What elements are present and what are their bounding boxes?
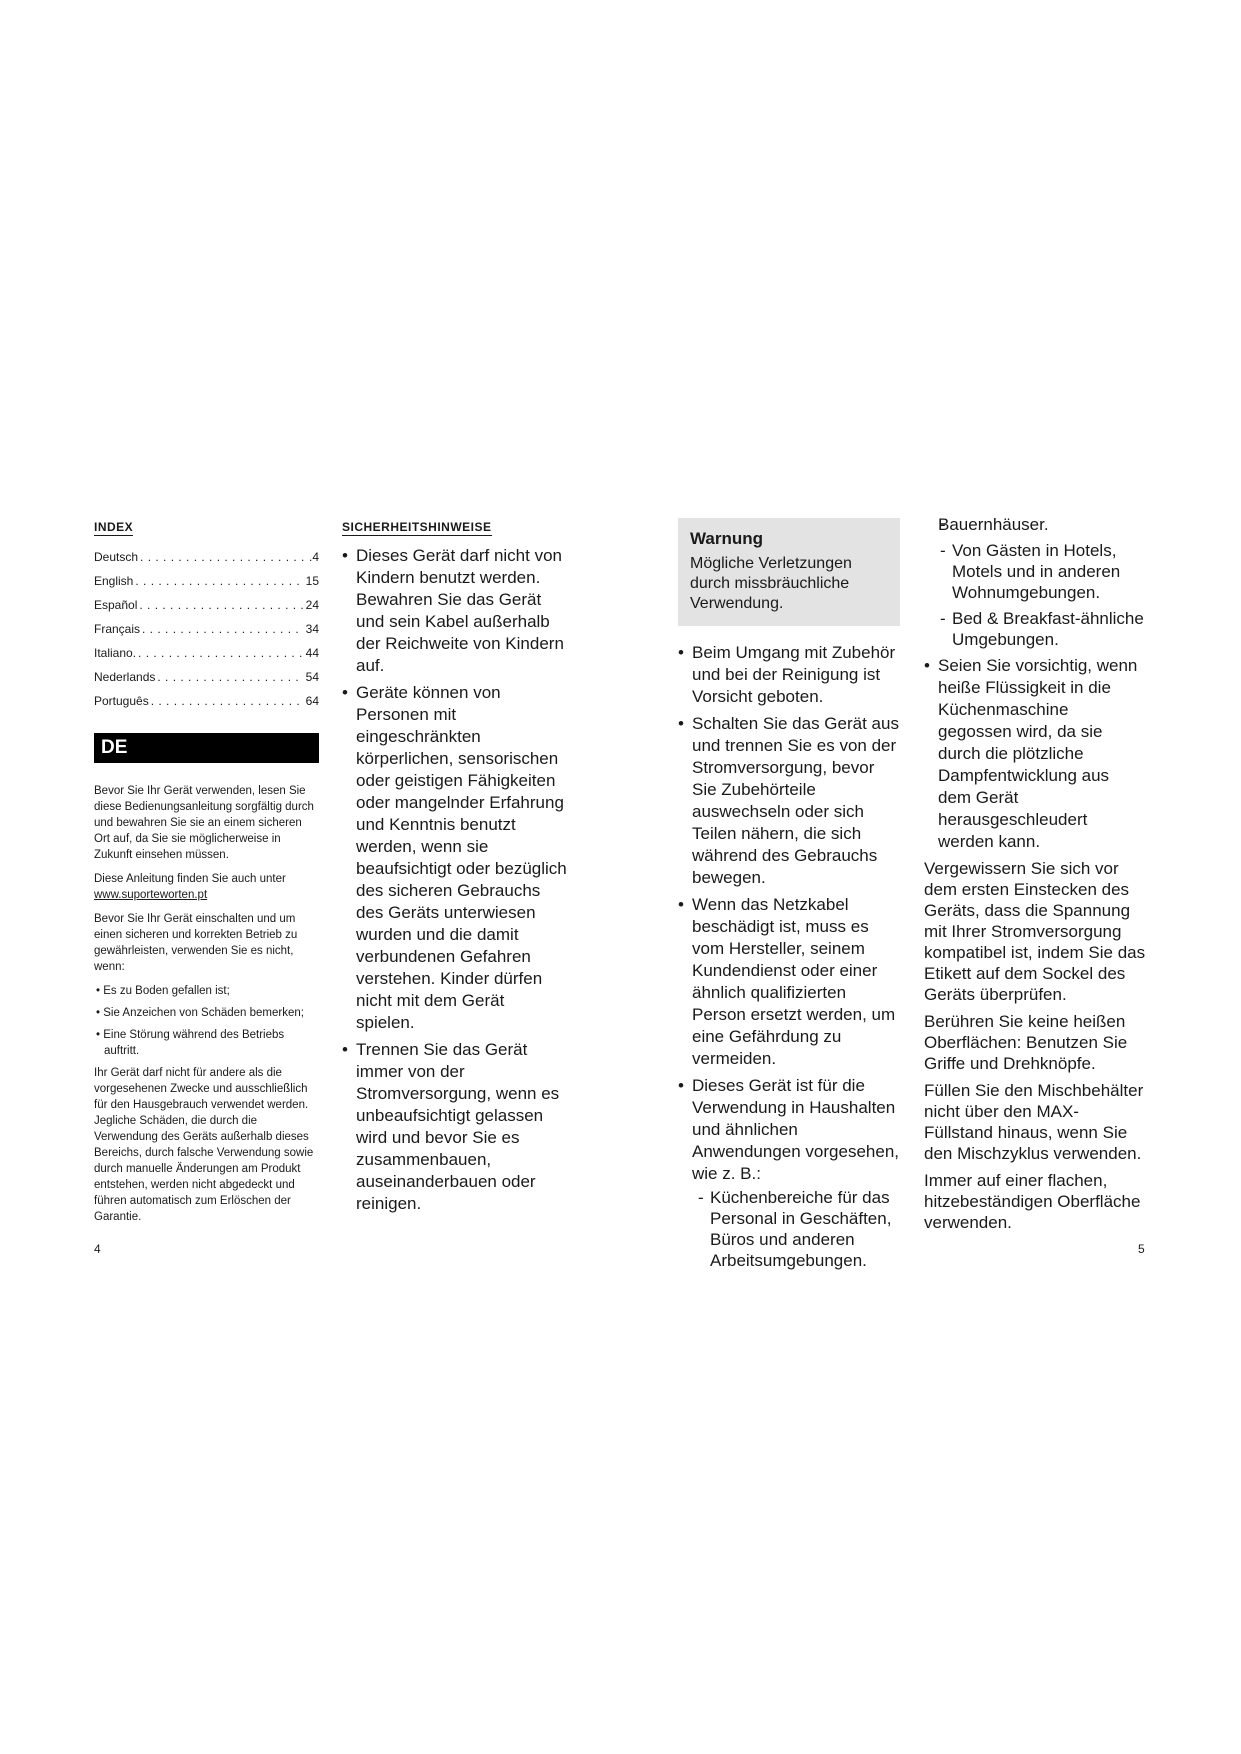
index-entry[interactable]: Português . . . 64 (94, 689, 319, 713)
intro-bullet: • Sie Anzeichen von Schäden bemerken; (96, 1007, 304, 1019)
sub-list-item: - Bauernhäuser. (924, 514, 1146, 535)
page-number-left: 4 (94, 1242, 101, 1256)
warning-title: Warnung (690, 529, 764, 548)
index-entry[interactable]: English . . . 15 (94, 569, 319, 593)
intro-bullet: • Es zu Boden gefallen ist; (96, 985, 230, 997)
sub-list (692, 1187, 900, 1271)
safety-paragraph: Berühren Sie keine heißen Oberflächen: Benutzen Sie Griffe und Drehknöpfe. (924, 1012, 1128, 1073)
safety-paragraph: Immer auf einer flachen, hitzebeständigen Oberfläche verwenden. (924, 1171, 1141, 1232)
safety-paragraph: Vergewissern Sie sich vor dem ersten Einstecken des Geräts, dass die Spannung mit Ihrer Stromversorgung kompatibel ist, indem Sie das Etikett auf dem Sockel des Geräts überprüfen. (924, 859, 1146, 1004)
index-entry[interactable]: Nederlands . . . 54 (94, 665, 319, 689)
page-number-right: 5 (1138, 1242, 1145, 1256)
intro-section (94, 783, 319, 1225)
safety-list-end (924, 655, 1146, 853)
safety-heading: SICHERHEITSHINWEISE (342, 520, 492, 534)
list-item: • Schalten Sie das Gerät aus und trennen Sie es von der Stromversorgung, bevor Sie Zubehörteile auswechseln oder sich Teilen nähern, die sich während des Gebrauchs bewegen. (678, 713, 900, 889)
language-section-bar: DE (94, 733, 319, 763)
index-column (94, 518, 319, 1233)
sub-list-item: - Küchenbereiche für das Personal in Geschäften, Büros und anderen Arbeitsumgebungen. (698, 1187, 900, 1271)
index-entry[interactable]: Español . . . 24 (94, 593, 319, 617)
usage-column (924, 514, 1146, 1239)
list-item: • Dieses Gerät darf nicht von Kindern benutzt werden. Bewahren Sie das Gerät und sein Kabel außerhalb der Reichweite von Kindern auf. (342, 545, 567, 677)
index-heading: INDEX (94, 520, 134, 534)
intro-paragraph: Bevor Sie Ihr Gerät verwenden, lesen Sie diese Bedienungsanleitung sorgfältig durch und bewahren Sie sie an einem sicheren Ort auf, da Sie sie möglicherweise in Zukunft einsehen müssen. (94, 785, 314, 861)
safety-column (342, 518, 567, 1220)
list-item: • Beim Umgang mit Zubehör und bei der Reinigung ist Vorsicht geboten. (678, 642, 900, 708)
intro-paragraph: Ihr Gerät darf nicht für andere als die vorgesehenen Zwecke und ausschließlich für den Hausgebrauch verwendet werden. Jegliche Schäden, die durch die Verwendung des Geräts außerhalb dieses Bereichs, durch falsche Verwendung sowie durch manuelle Änderungen am Produkt entstehen, werden nicht abgedeckt und führen automatisch zum Erlöschen der Garantie. (94, 1067, 314, 1223)
index-list (94, 545, 319, 713)
list-item: • Wenn das Netzkabel beschädigt ist, muss es vom Hersteller, seinem Kundendienst oder einer ähnlich qualifizierten Person ersetzt werden, um eine Gefährdung zu vermeiden. (678, 894, 900, 1070)
index-entry[interactable]: Deutsch . . . .4 (94, 545, 319, 569)
warning-column (678, 518, 900, 1276)
warning-text: Mögliche Verletzungen durch missbräuchliche Verwendung. (690, 555, 852, 612)
intro-paragraph: Diese Anleitung finden Sie auch unter www.suporteworten.pt (94, 873, 286, 901)
sub-list-item: - Bed & Breakfast-ähnliche Umgebungen. (924, 608, 1146, 650)
support-link[interactable]: www.suporteworten.pt (94, 889, 208, 901)
list-item: • Seien Sie vorsichtig, wenn heiße Flüssigkeit in die Küchenmaschine gegossen wird, da sie durch die plötzliche Dampfentwicklung aus dem Gerät herausgeschleudert werden kann. (924, 655, 1146, 853)
list-item: • Dieses Gerät ist für die Verwendung in Haushalten und ähnlichen Anwendungen vorgesehen, wie z. B.: - Küchenbereiche für das Personal in Geschäften, Büros und anderen Arbeitsumgebungen. (678, 1075, 900, 1271)
intro-bullet: • Eine Störung während des Betriebs auftritt. (96, 1029, 285, 1057)
index-entry[interactable]: Français . . . 34 (94, 617, 319, 641)
safety-list-continued (678, 642, 900, 1271)
safety-list (342, 545, 567, 1215)
warning-box (678, 518, 900, 626)
index-entry[interactable]: Italiano. . . . 44 (94, 641, 319, 665)
list-item: • Geräte können von Personen mit eingeschränkten körperlichen, sensorischen oder geistigen Fähigkeiten oder mangelnder Erfahrung und Kenntnis benutzt werden, wenn sie beaufsichtigt oder bezüglich des sicheren Gebrauchs des Geräts unterwiesen wurden und die damit verbundenen Gefahren verstehen. Kinder dürfen nicht mit dem Gerät spielen. (342, 682, 567, 1034)
intro-paragraph: Bevor Sie Ihr Gerät einschalten und um einen sicheren und korrekten Betrieb zu gewährleisten, verwenden Sie es nicht, wenn: (94, 913, 298, 973)
list-item: • Trennen Sie das Gerät immer von der Stromversorgung, wenn es unbeaufsichtigt gelassen wird und bevor Sie es zusammenbauen, auseinanderbauen oder reinigen. (342, 1039, 567, 1215)
safety-paragraph: Füllen Sie den Mischbehälter nicht über den MAX-Füllstand hinaus, wenn Sie den Mischzyklus verwenden. (924, 1081, 1144, 1163)
sub-list-item: - Von Gästen in Hotels, Motels und in anderen Wohnumgebungen. (924, 540, 1146, 603)
